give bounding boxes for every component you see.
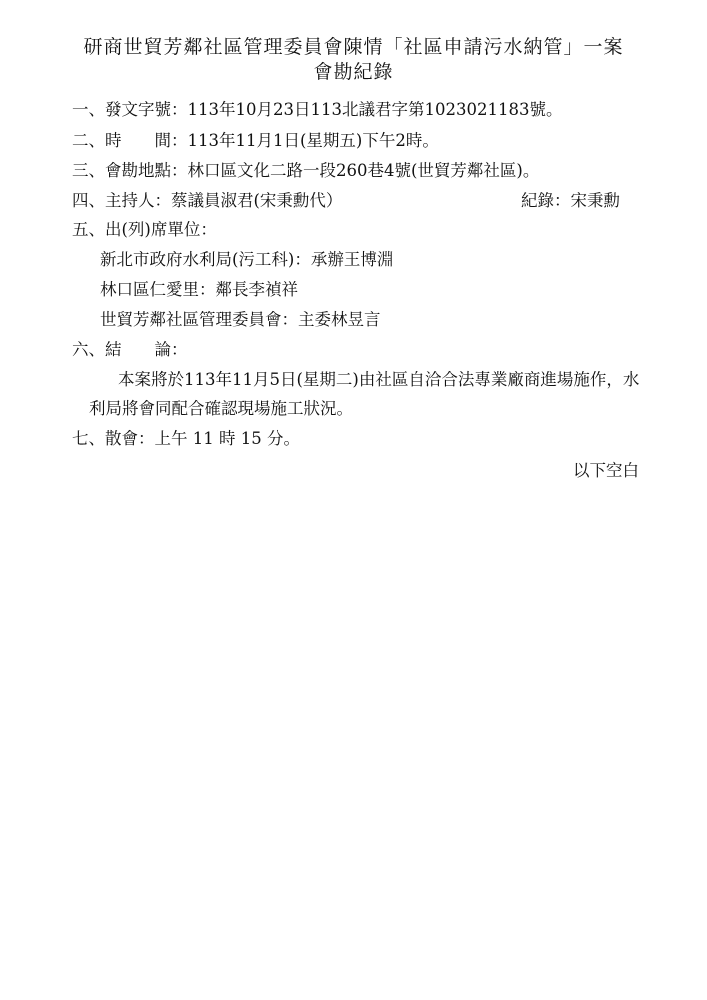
attendee-village: 林口區仁愛里：鄰長李禎祥 xyxy=(100,280,298,299)
item-recorder: 紀錄：宋秉勳 xyxy=(521,191,620,210)
item-attendees-heading: 五、出(列)席單位： xyxy=(72,220,217,239)
item-adjourn: 七、散會：上午 11 時 15 分。 xyxy=(72,429,300,448)
document-title: 研商世貿芳鄰社區管理委員會陳情「社區申請污水納管」一案 xyxy=(83,36,624,58)
end-note: 以下空白 xyxy=(573,461,639,480)
item-location: 三、會勘地點：林口區文化二路一段260巷4號(世貿芳鄰社區)。 xyxy=(72,161,540,180)
attendee-water-bureau: 新北市政府水利局(污工科)：承辦王博淵 xyxy=(100,250,394,269)
document-subtitle: 會勘紀錄 xyxy=(313,61,394,83)
item-host-row xyxy=(72,190,620,212)
item-host: 四、主持人：蔡議員淑君(宋秉勳代） xyxy=(72,191,343,210)
item-document-number: 一、發文字號：113年10月23日113北議君字第1023021183號。 xyxy=(72,100,563,119)
conclusion-text-line1: 本案將於113年11月5日(星期二)由社區自洽合法專業廠商進場施作，水 xyxy=(118,370,640,389)
item-time: 二、時 間：113年11月1日(星期五)下午2時。 xyxy=(72,131,439,150)
item-conclusion-heading: 六、結 論： xyxy=(72,340,188,359)
attendee-community-committee: 世貿芳鄰社區管理委員會：主委林昱言 xyxy=(100,310,381,329)
conclusion-text-line2: 利局將會同配合確認現場施工狀況。 xyxy=(89,399,353,418)
